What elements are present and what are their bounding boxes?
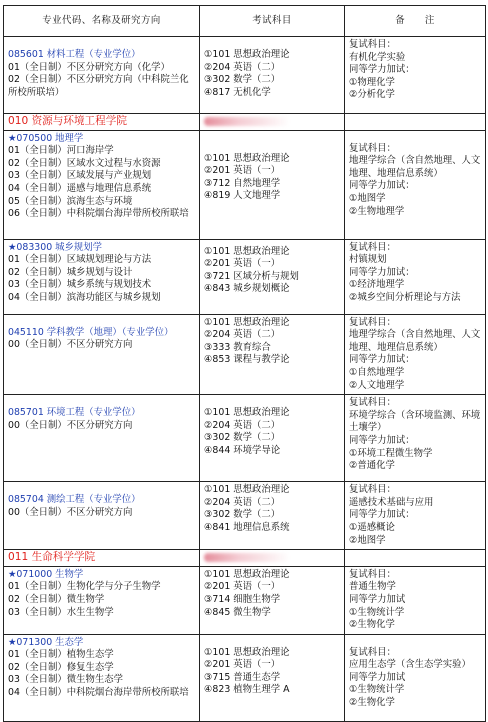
direction-item: 02（全日制）修复生态学 [8, 661, 114, 673]
note-item: ②地图学 [349, 534, 386, 546]
note-item: 复试科目： [349, 39, 396, 50]
exam-item: ①101 思想政治理论 [204, 245, 290, 257]
section-title [4, 114, 200, 131]
direction-item: 06（全日制）中科院烟台海岸带所校所联培 [8, 208, 189, 220]
table-row [4, 482, 486, 550]
note-item: 同等学力加试： [349, 266, 415, 278]
exam-item: ②204 英语（二） [204, 61, 281, 73]
exam-item: ①101 思想政治理论 [204, 49, 290, 60]
notes-cell [345, 37, 486, 114]
exam-item: ①101 思想政治理论 [204, 568, 290, 580]
table-row [4, 37, 486, 114]
section-row [4, 114, 486, 131]
direction-item: 04（全日制）滨海功能区与城乡规划 [8, 291, 161, 303]
program-cell [4, 130, 200, 239]
exam-item: ③302 数学（二） [204, 432, 281, 444]
direction-item: 02（全日制）微生物学 [8, 593, 105, 605]
exam-item: ②201 英语（一） [204, 258, 281, 270]
program-cell [4, 37, 200, 114]
note-item: 同等学力加试： [349, 434, 415, 446]
program-title: 085601 材料工程（专业学位） [8, 49, 141, 60]
note-item: 复试科目： [349, 568, 396, 580]
section-row [4, 550, 486, 567]
note-item: ①物理化学 [349, 76, 395, 88]
notes-cell [345, 130, 486, 239]
program-title: 085704 测绘工程（专业学位） [8, 494, 141, 506]
exam-item: ④841 地理信息系统 [204, 521, 290, 533]
note-item: 地理学综合（含自然地理、人文地理、地理信息系统） [349, 329, 481, 353]
note-item: 村镇规划 [349, 254, 387, 266]
direction-item: 03（全日制）微生物生态学 [8, 674, 124, 686]
program-title: 045110 学科教学（地理）（专业学位） [8, 326, 174, 338]
program-cell [4, 482, 200, 550]
header-notes: 备 注 [345, 6, 486, 37]
note-item: ②生物化学 [349, 697, 395, 709]
exam-item: ②204 英语（二） [204, 419, 281, 431]
direction-item: 01（全日制）生物化学与分子生物学 [8, 581, 161, 593]
admissions-table [3, 5, 486, 722]
note-item: 同等学力加试 [349, 593, 406, 605]
note-item: ②城乡空间分析理论与方法 [349, 291, 461, 303]
note-item: ①经济地理学 [349, 279, 405, 291]
exam-item: ①101 思想政治理论 [204, 646, 290, 658]
table-row [4, 395, 486, 482]
exam-item: ②201 英语（一） [204, 165, 281, 177]
notes-cell [345, 395, 486, 482]
notes-cell [345, 634, 486, 721]
direction-item: 05（全日制）滨海生态与环境 [8, 195, 133, 207]
exam-item: ④844 环境学导论 [204, 444, 281, 456]
note-item: 有机化学实验 [349, 51, 406, 63]
section-label: 010 资源与环境工程学院 [8, 115, 127, 127]
direction-item: 03（全日制）城乡系统与规划技术 [8, 279, 152, 291]
program-cell [4, 314, 200, 395]
header-exams: 考试科目 [200, 6, 345, 37]
direction-item: 00（全日制）不区分研究方向 [8, 339, 133, 351]
table-row [4, 239, 486, 314]
exam-cell [200, 314, 345, 395]
program-cell [4, 634, 200, 721]
exam-item: ③714 细胞生物学 [204, 593, 281, 605]
note-item: ②人文地理学 [349, 379, 405, 391]
exam-cell [200, 634, 345, 721]
program-title: ★071300 生态学 [8, 636, 84, 648]
exam-item: ②204 英语（二） [204, 329, 281, 341]
table-row [4, 566, 486, 634]
exam-cell [200, 566, 345, 634]
note-item: 同等学力加试： [349, 509, 415, 521]
direction-item: 02（全日制）区域水文过程与水资源 [8, 157, 161, 169]
exam-item: ③712 自然地理学 [204, 177, 281, 189]
note-item: ②分析化学 [349, 89, 395, 101]
exam-cell [200, 130, 345, 239]
exam-cell [200, 482, 345, 550]
note-item: 复试科目： [349, 646, 396, 658]
program-title: 085701 环境工程（专业学位） [8, 407, 141, 419]
note-item: ②普通化学 [349, 460, 395, 472]
notes-cell [345, 566, 486, 634]
direction-item: 01（全日制）不区分研究方向（化学） [8, 61, 170, 73]
exam-item: ①101 思想政治理论 [204, 152, 290, 164]
note-item: 同等学力加试 [349, 671, 406, 683]
exam-cell [200, 239, 345, 314]
redaction-mark [204, 117, 290, 126]
header-program: 专业代码、名称及研究方向 [4, 6, 200, 37]
note-item: 复试科目： [349, 397, 396, 409]
note-item: 复试科目： [349, 484, 396, 496]
note-item: ①生物统计学 [349, 684, 405, 696]
redaction-mark [204, 553, 290, 562]
note-item: 同等学力加试： [349, 180, 415, 192]
exam-item: ②204 英语（二） [204, 496, 281, 508]
note-item: ①遥感概论 [349, 521, 395, 533]
exam-item: ③715 普通生态学 [204, 671, 281, 683]
note-item: 同等学力加试： [349, 354, 415, 366]
exam-item: ③302 数学（二） [204, 509, 281, 521]
note-item: ①生物统计学 [349, 606, 405, 618]
notes-cell [345, 239, 486, 314]
direction-item: 04（全日制）遥感与地理信息系统 [8, 182, 152, 194]
note-item: ②生物化学 [349, 619, 395, 631]
program-title: ★083300 城乡规划学 [8, 241, 103, 253]
note-item: ①自然地理学 [349, 366, 405, 378]
note-item: 环境学综合（含环境监测、环境土壤学） [349, 409, 481, 434]
program-title: ★071000 生物学 [8, 568, 84, 580]
exam-item: ④843 城乡规划概论 [204, 283, 290, 295]
note-item: 应用生态学（含生态学实验） [349, 659, 471, 671]
note-item: 普通生物学 [349, 581, 396, 593]
section-label: 011 生命科学学院 [8, 551, 96, 564]
note-item: ①环境工程微生物学 [349, 447, 433, 459]
note-item: 同等学力加试： [349, 64, 415, 76]
exam-item: ②201 英语（一） [204, 581, 281, 593]
redacted-cell [200, 114, 345, 131]
direction-item: 01（全日制）区域规划理论与方法 [8, 254, 152, 266]
direction-item: 00（全日制）不区分研究方向 [8, 419, 133, 431]
note-item: ①地图学 [349, 192, 386, 204]
redacted-cell [200, 550, 345, 567]
note-item: 复试科目： [349, 316, 396, 328]
program-cell [4, 566, 200, 634]
notes-cell [345, 314, 486, 395]
direction-item: 02（全日制）城乡规划与设计 [8, 266, 133, 278]
exam-item: ①101 思想政治理论 [204, 407, 290, 419]
exam-item: ①101 思想政治理论 [204, 316, 290, 328]
note-item: 复试科目： [349, 241, 396, 253]
table-row [4, 130, 486, 239]
direction-item: 02（全日制）不区分研究方向（中科院兰化所校所联培） [8, 74, 189, 98]
exam-cell [200, 395, 345, 482]
section-title [4, 550, 200, 567]
exam-item: ③333 教育综合 [204, 341, 271, 353]
notes-cell [345, 482, 486, 550]
direction-item: 03（全日制）水生生物学 [8, 606, 114, 618]
exam-item: ③302 数学（二） [204, 74, 281, 86]
direction-item: 04（全日制）中科院烟台海岸带所校所联培 [8, 687, 189, 699]
note-item: ②生物地理学 [349, 205, 405, 217]
exam-item: ④845 微生物学 [204, 606, 271, 618]
direction-item: 00（全日制）不区分研究方向 [8, 506, 133, 518]
exam-cell [200, 37, 345, 114]
table-row [4, 634, 486, 721]
exam-item: ①101 思想政治理论 [204, 484, 290, 496]
exam-item: ④817 无机化学 [204, 86, 271, 98]
exam-item: ④823 植物生理学 A [204, 684, 290, 696]
table-row [4, 314, 486, 395]
direction-item: 03（全日制）区域发展与产业规划 [8, 170, 152, 182]
direction-item: 01（全日制）植物生态学 [8, 649, 114, 661]
exam-item: ③721 区域分析与规划 [204, 270, 299, 282]
note-item: 遥感技术基础与应用 [349, 496, 434, 508]
exam-item: ④819 人文地理学 [204, 190, 281, 202]
program-cell [4, 395, 200, 482]
exam-item: ④853 课程与教学论 [204, 354, 290, 366]
program-title: ★070500 地理学 [8, 132, 84, 144]
note-item: 复试科目： [349, 142, 396, 154]
program-cell [4, 239, 200, 314]
note-item: 地理学综合（含自然地理、人文地理、地理信息系统） [349, 155, 481, 179]
direction-item: 01（全日制）河口海岸学 [8, 145, 114, 157]
table-header-row [4, 6, 486, 37]
exam-item: ②201 英语（一） [204, 659, 281, 671]
